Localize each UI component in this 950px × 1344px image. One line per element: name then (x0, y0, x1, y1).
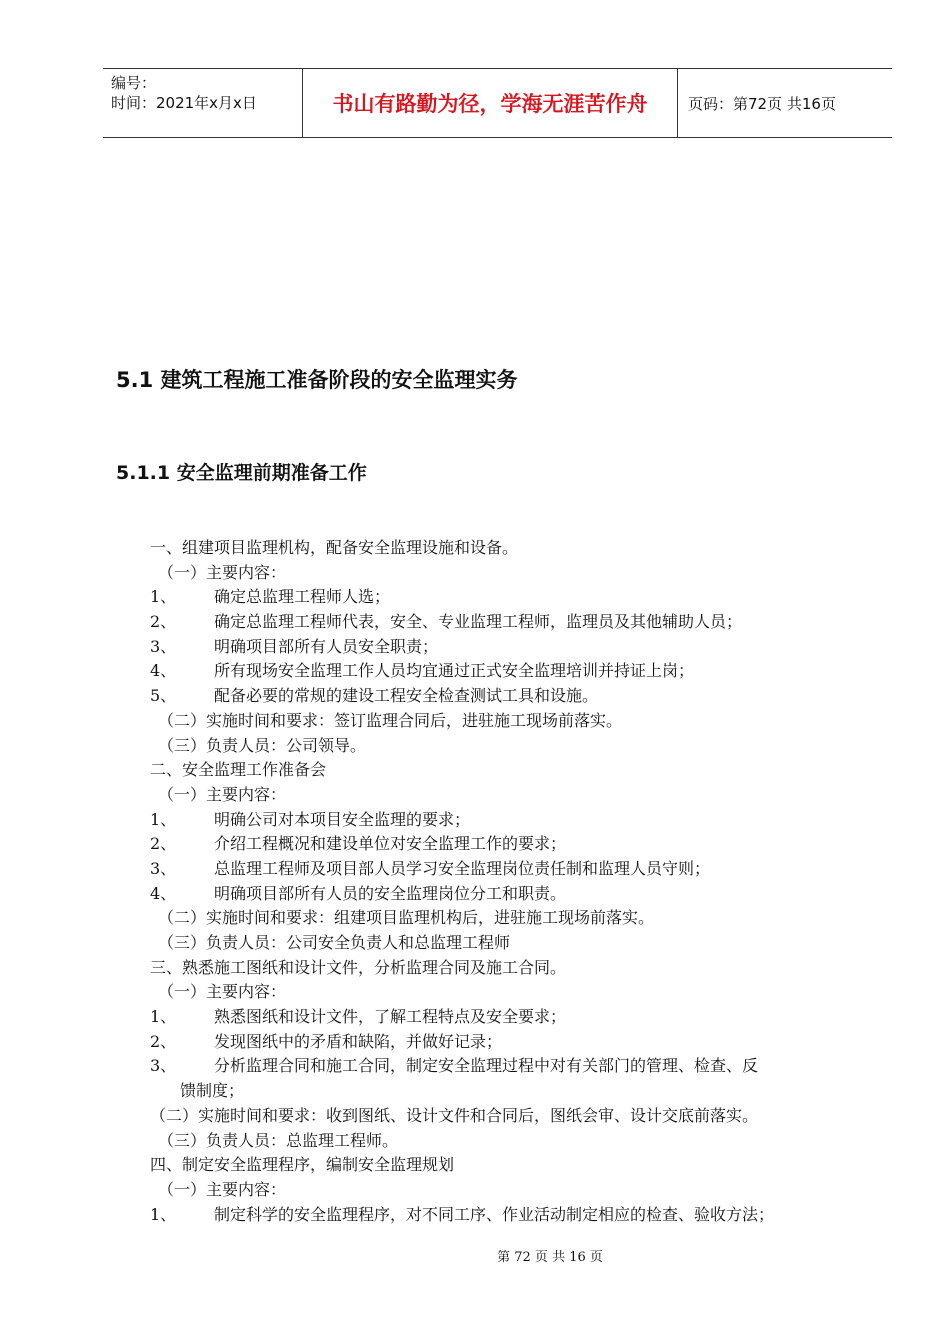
body-line: （三）负责人员：公司领导。 (158, 735, 367, 755)
body-line (150, 1054, 880, 1079)
list-text: 明确项目部所有人员安全职责； (214, 636, 439, 656)
body-line (150, 1203, 880, 1228)
list-number: 2、 (150, 1031, 177, 1051)
body-line: （一）主要内容： (158, 982, 287, 1002)
body-line: （三）负责人员：总监理工程师。 (158, 1130, 399, 1150)
list-number: 2、 (150, 834, 177, 854)
list-number: 5、 (150, 686, 177, 706)
body-line: （二）实施时间和要求：收到图纸、设计文件和合同后，图纸会审、设计交底前落实。 (150, 1105, 759, 1125)
body-line: （一）主要内容： (158, 784, 287, 804)
list-text: 确定总监理工程师代表，安全、专业监理工程师，监理员及其他辅助人员； (214, 612, 743, 632)
list-text: 制定科学的安全监理程序，对不同工序、作业活动制定相应的检查、验收方法； (214, 1204, 775, 1224)
body-line (150, 808, 880, 833)
body-line: （一）主要内容： (158, 1179, 287, 1199)
body-line: 四、制定安全监理程序，编制安全监理规划 (150, 1155, 455, 1175)
header-page-info: 页码：第72页 共16页 (688, 94, 836, 113)
list-number: 1、 (150, 1007, 177, 1027)
list-number: 4、 (150, 661, 177, 681)
page-header (103, 68, 892, 138)
body-line: 二、安全监理工作准备会 (150, 760, 327, 780)
document-body (150, 536, 880, 1227)
list-number: 3、 (150, 1056, 177, 1076)
list-number: 1、 (150, 587, 177, 607)
document-number-label: 编号： (111, 74, 157, 92)
list-text: 分析监理合同和施工合同，制定安全监理过程中对有关部门的管理、检查、反 (214, 1056, 759, 1076)
list-number: 2、 (150, 612, 177, 632)
list-number: 3、 (150, 636, 177, 656)
list-number: 1、 (150, 809, 177, 829)
header-motto: 书山有路勤为径，学海无涯苦作舟 (303, 69, 678, 137)
list-number: 1、 (150, 1204, 177, 1224)
body-line: （三）负责人员：公司安全负责人和总监理工程师 (158, 933, 511, 952)
body-line (150, 857, 880, 882)
list-text: 配备必要的常规的建设工程安全检查测试工具和设施。 (214, 686, 599, 706)
list-text: 发现图纸中的矛盾和缺陷，并做好记录； (214, 1031, 503, 1051)
list-text: 所有现场安全监理工作人员均宜通过正式安全监理培训并持证上岗； (214, 661, 695, 681)
body-line: （二）实施时间和要求：签订监理合同后，进驻施工现场前落实。 (158, 710, 623, 730)
body-line (150, 635, 880, 660)
document-time-label: 时间：2021年x月x日 (111, 94, 257, 112)
body-line (150, 659, 880, 684)
subsection-title: 5.1.1 安全监理前期准备工作 (116, 462, 367, 484)
list-text: 介绍工程概况和建设单位对安全监理工作的要求； (214, 834, 567, 854)
list-number: 3、 (150, 858, 177, 878)
list-text: 明确公司对本项目安全监理的要求； (214, 809, 471, 829)
body-line: 三、熟悉施工图纸和设计文件，分析监理合同及施工合同。 (150, 957, 567, 977)
body-line (150, 1005, 880, 1030)
body-line (150, 1030, 880, 1055)
body-line (150, 684, 880, 709)
body-line (150, 882, 880, 907)
list-text: 明确项目部所有人员的安全监理岗位分工和职责。 (214, 883, 567, 903)
list-text: 确定总监理工程师人选； (214, 587, 391, 607)
page-footer: 第 72 页 共 16 页 (497, 1250, 603, 1265)
body-line (150, 832, 880, 857)
list-text: 熟悉图纸和设计文件，了解工程特点及安全要求； (214, 1007, 567, 1027)
body-line (150, 585, 880, 610)
header-meta (103, 69, 303, 137)
body-line (150, 610, 880, 635)
list-number: 4、 (150, 883, 177, 903)
section-title: 5.1 建筑工程施工准备阶段的安全监理实务 (116, 368, 518, 392)
list-text: 总监理工程师及项目部人员学习安全监理岗位责任制和监理人员守则； (214, 858, 711, 878)
body-line: 馈制度； (180, 1081, 245, 1101)
body-line: （二）实施时间和要求：组建项目监理机构后，进驻施工现场前落实。 (158, 908, 655, 928)
body-line: （一）主要内容： (158, 562, 287, 582)
body-line: 一、组建项目监理机构，配备安全监理设施和设备。 (150, 538, 519, 557)
